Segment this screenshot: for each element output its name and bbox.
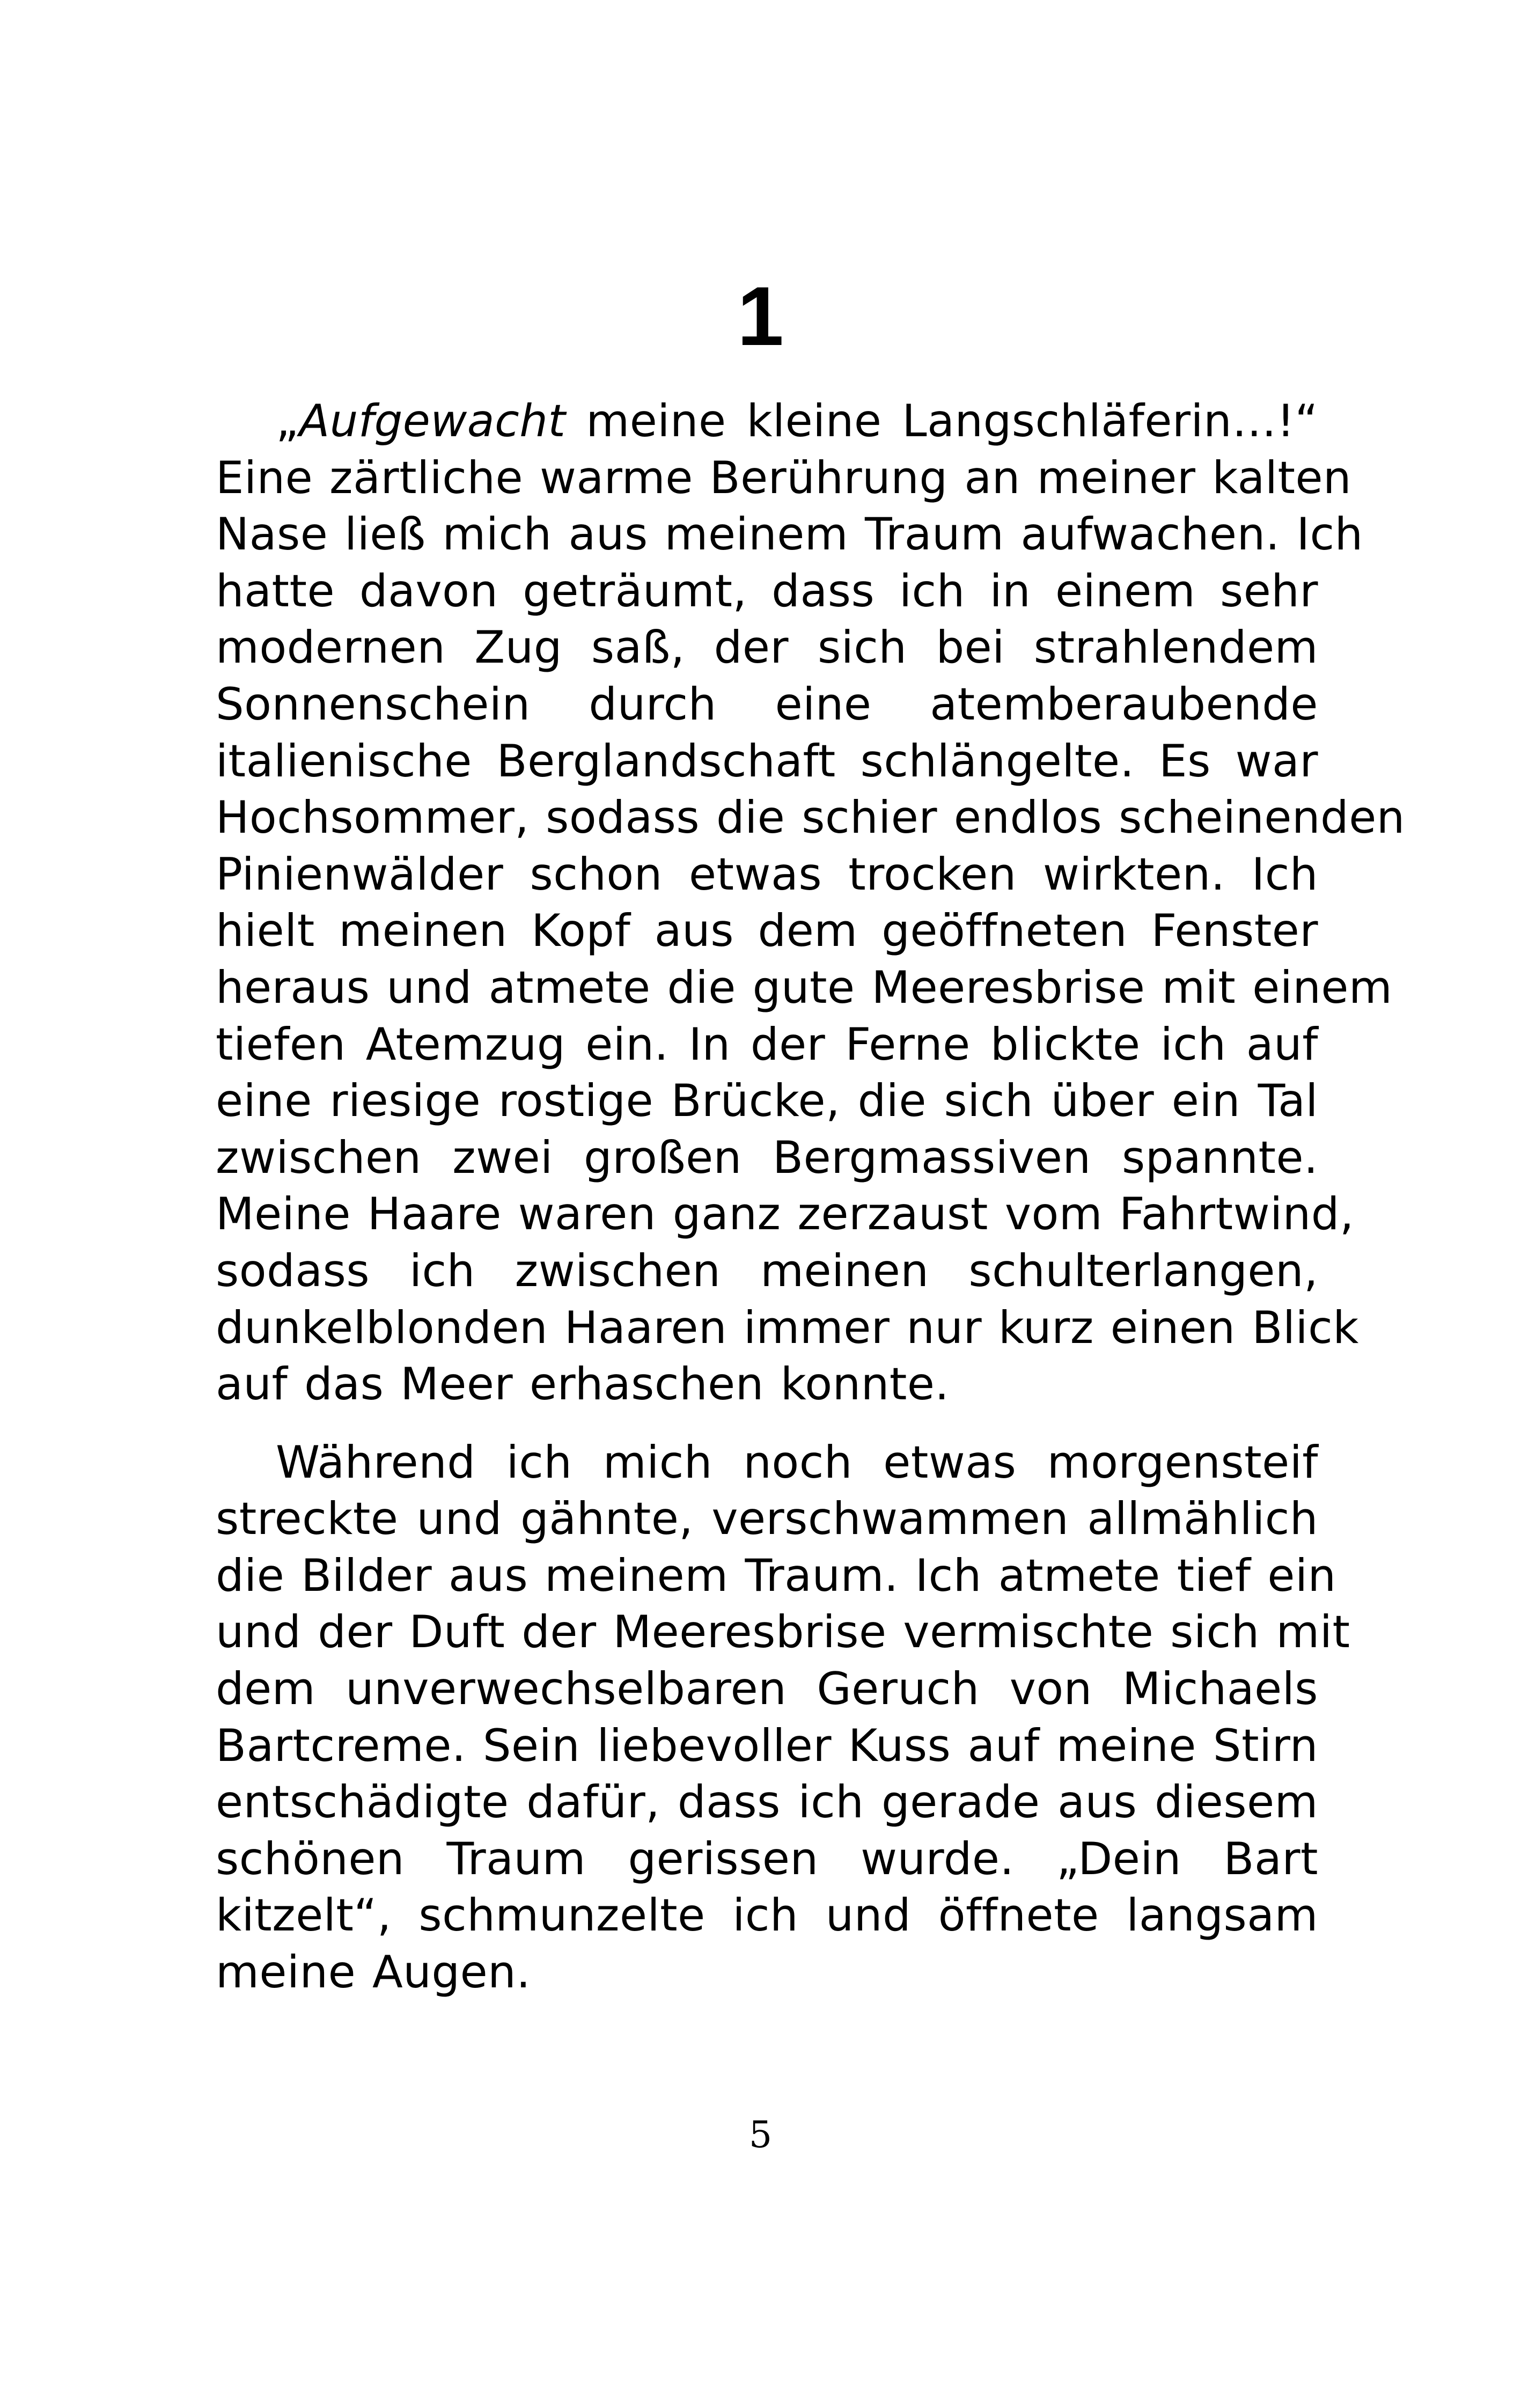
text-line — [216, 393, 1318, 450]
text-line — [216, 1300, 1359, 1356]
text-line — [216, 733, 1318, 790]
text-run: „ — [276, 395, 299, 447]
text-run: auf das Meer erhaschen konnte. — [216, 1358, 950, 1411]
chapter-number: 1 — [737, 270, 784, 363]
text-run: die Bilder aus meinem Traum. Ich atmete tief ein — [216, 1549, 1336, 1602]
text-run: streckte und gähnte, verschwammen allmählich — [216, 1493, 1318, 1545]
text-run: Nase ließ mich aus meinem Traum aufwachen. Ich — [216, 508, 1363, 561]
text-line — [216, 1887, 1318, 1944]
chapter-body — [216, 393, 1405, 2001]
text-line — [216, 1434, 1318, 1491]
text-run: Pinienwälder schon etwas trocken wirkten. Ich — [216, 848, 1318, 900]
text-run: Während ich mich noch etwas morgensteif — [276, 1436, 1318, 1488]
text-line — [216, 619, 1318, 676]
text-run: Bartcreme. Sein liebevoller Kuss auf meine Stirn — [216, 1719, 1318, 1772]
text-line — [216, 1944, 1318, 2001]
text-run: zwischen zwei großen Bergmassiven spannte. — [216, 1131, 1318, 1184]
text-run: entschädigte dafür, dass ich gerade aus diesem — [216, 1776, 1318, 1829]
text-run: kitzelt“, schmunzelte ich und öffnete langsam — [216, 1889, 1318, 1942]
text-run: heraus und atmete die gute Meeresbrise mit einem — [216, 961, 1393, 1014]
text-line — [216, 789, 1405, 846]
text-run: dem unverwechselbaren Geruch von Michaels — [216, 1663, 1318, 1715]
text-line — [216, 846, 1318, 903]
text-run: italienische Berglandschaft schlängelte. Es war — [216, 735, 1318, 787]
text-line — [216, 676, 1318, 733]
text-line — [216, 506, 1363, 563]
text-run: tiefen Atemzug ein. In der Ferne blickte ich auf — [216, 1018, 1318, 1070]
text-run: hatte davon geträumt, dass ich in einem sehr — [216, 564, 1318, 617]
text-line — [216, 1491, 1318, 1547]
text-line — [216, 1073, 1318, 1129]
text-line — [216, 1547, 1336, 1604]
text-line — [216, 450, 1352, 506]
text-line — [216, 1129, 1318, 1186]
text-run: Meine Haare waren ganz zerzaust vom Fahrtwind, — [216, 1188, 1354, 1240]
text-line — [216, 563, 1318, 620]
text-line — [216, 959, 1393, 1016]
text-run: Hochsommer, sodass die schier endlos scheinenden — [216, 791, 1405, 844]
text-line — [216, 1831, 1318, 1888]
text-line — [216, 1661, 1318, 1717]
emphasized-text: Aufgewacht — [299, 395, 566, 447]
text-run: eine riesige rostige Brücke, die sich über ein Tal — [216, 1075, 1318, 1127]
paragraph — [216, 393, 1405, 1413]
page-number: 5 — [748, 2114, 773, 2156]
text-run: sodass ich zwischen meinen schulterlangen, — [216, 1244, 1318, 1297]
text-line — [216, 1016, 1318, 1073]
text-run: hielt meinen Kopf aus dem geöffneten Fenster — [216, 905, 1318, 957]
text-run: schönen Traum gerissen wurde. „Dein Bart — [216, 1832, 1318, 1885]
text-line — [216, 1243, 1318, 1300]
text-line — [216, 1186, 1354, 1243]
text-run: modernen Zug saß, der sich bei strahlendem — [216, 621, 1318, 674]
text-run: meine kleine Langschläferin…!“ — [565, 395, 1318, 447]
text-run: und der Duft der Meeresbrise vermischte sich mit — [216, 1606, 1350, 1658]
text-line — [216, 902, 1318, 959]
text-line — [216, 1774, 1318, 1831]
paragraph — [216, 1434, 1350, 2001]
text-run: meine Augen. — [216, 1946, 531, 1999]
text-line — [216, 1604, 1350, 1661]
text-line — [216, 1717, 1318, 1774]
text-run: Sonnenschein durch eine atemberaubende — [216, 678, 1318, 730]
text-run: Eine zärtliche warme Berührung an meiner kalten — [216, 451, 1352, 504]
text-line — [216, 1356, 1318, 1413]
text-run: dunkelblonden Haaren immer nur kurz einen Blick — [216, 1301, 1359, 1354]
